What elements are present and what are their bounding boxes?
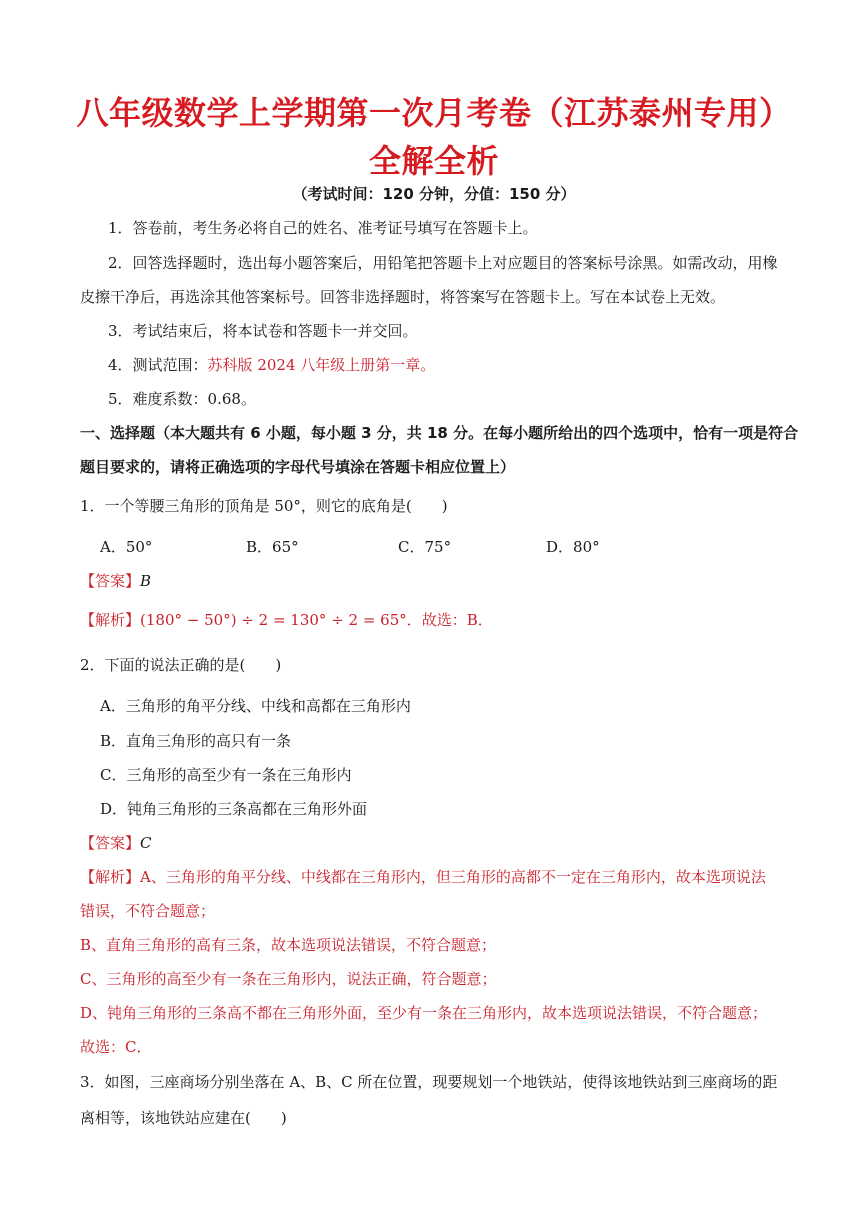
- question-2-stem: 2．下面的说法正确的是( ): [80, 656, 282, 674]
- document-title: 八年级数学上学期第一次月考卷（江苏泰州专用）: [76, 94, 792, 132]
- section-heading-b: 题目要求的，请将正确选项的字母代号填涂在答题卡相应位置上）: [80, 458, 516, 476]
- answer-tag: 【答案】: [80, 834, 141, 852]
- answer-value: C: [140, 834, 152, 852]
- question-2-analysis-1b: 错误，不符合题意；: [80, 902, 216, 920]
- question-2-option-a: A．三角形的角平分线、中线和高都在三角形内: [100, 697, 411, 715]
- question-2-analysis-1a: [80, 867, 766, 887]
- question-1-option-c: C．75°: [398, 538, 452, 556]
- question-1-option-d: D．80°: [546, 538, 600, 556]
- instruction-3: 3．考试结束后，将本试卷和答题卡一并交回。: [108, 322, 418, 340]
- question-2-analysis-2: B、直角三角形的高有三条，故本选项说法错误，不符合题意；: [80, 936, 497, 954]
- question-1-option-a: A．50°: [100, 538, 153, 556]
- question-3-stem-a: 3．如图，三座商场分别坐落在 A、B、C 所在位置，现要规划一个地铁站，使得该地铁站到三座商场的距: [80, 1073, 778, 1091]
- document-subtitle: 全解全析: [368, 142, 499, 180]
- answer-tag: 【答案】: [80, 572, 141, 590]
- question-2-option-b: B．直角三角形的高只有一条: [100, 732, 292, 750]
- instruction-2a: 2．回答选择题时，选出每小题答案后，用铅笔把答题卡上对应题目的答案标号涂黑。如需改动，用橡: [108, 254, 778, 272]
- question-1-answer: [80, 571, 151, 591]
- question-1-analysis: [80, 610, 493, 630]
- question-2-answer: [80, 833, 152, 853]
- instruction-4-label: 4．测试范围：: [108, 356, 208, 374]
- question-2-option-d: D．钝角三角形的三条高都在三角形外面: [100, 800, 368, 818]
- instruction-2b: 皮擦干净后，再选涂其他答案标号。回答非选择题时，将答案写在答题卡上。写在本试卷上无效。: [80, 288, 726, 306]
- analysis-tag: 【解析】: [80, 611, 141, 629]
- exam-info: （考试时间：120 分钟，分值：150 分）: [292, 185, 576, 203]
- analysis-tag: 【解析】: [80, 868, 141, 886]
- analysis-text: (180° − 50°) ÷ 2 = 130° ÷ 2 = 65°．故选：B．: [140, 611, 493, 629]
- test-range: 苏科版 2024 八年级上册第一章。: [207, 356, 436, 374]
- instruction-4: [108, 355, 435, 375]
- question-2-option-c: C．三角形的高至少有一条在三角形内: [100, 766, 352, 784]
- question-3-stem-b: 离相等，该地铁站应建在( ): [80, 1109, 287, 1127]
- question-1-stem: 1．一个等腰三角形的顶角是 50°，则它的底角是( ): [80, 497, 448, 515]
- instruction-5: 5．难度系数：0.68。: [108, 390, 256, 408]
- instruction-1: 1．答卷前，考生务必将自己的姓名、准考证号填写在答题卡上。: [108, 219, 538, 237]
- analysis-text: A、三角形的角平分线、中线都在三角形内，但三角形的高都不一定在三角形内，故本选项说法: [140, 868, 766, 886]
- question-2-analysis-4: D、钝角三角形的三条高不都在三角形外面，至少有一条在三角形内，故本选项说法错误，不符合题意；: [80, 1004, 768, 1022]
- section-heading-a: 一、选择题（本大题共有 6 小题，每小题 3 分，共 18 分。在每小题所给出的四个选项中，恰有一项是符合: [80, 424, 799, 442]
- question-2-analysis-3: C、三角形的高至少有一条在三角形内，说法正确，符合题意；: [80, 970, 497, 988]
- question-1-option-b: B．65°: [246, 538, 299, 556]
- question-2-analysis-5: 故选：C．: [80, 1038, 152, 1056]
- answer-value: B: [140, 572, 152, 590]
